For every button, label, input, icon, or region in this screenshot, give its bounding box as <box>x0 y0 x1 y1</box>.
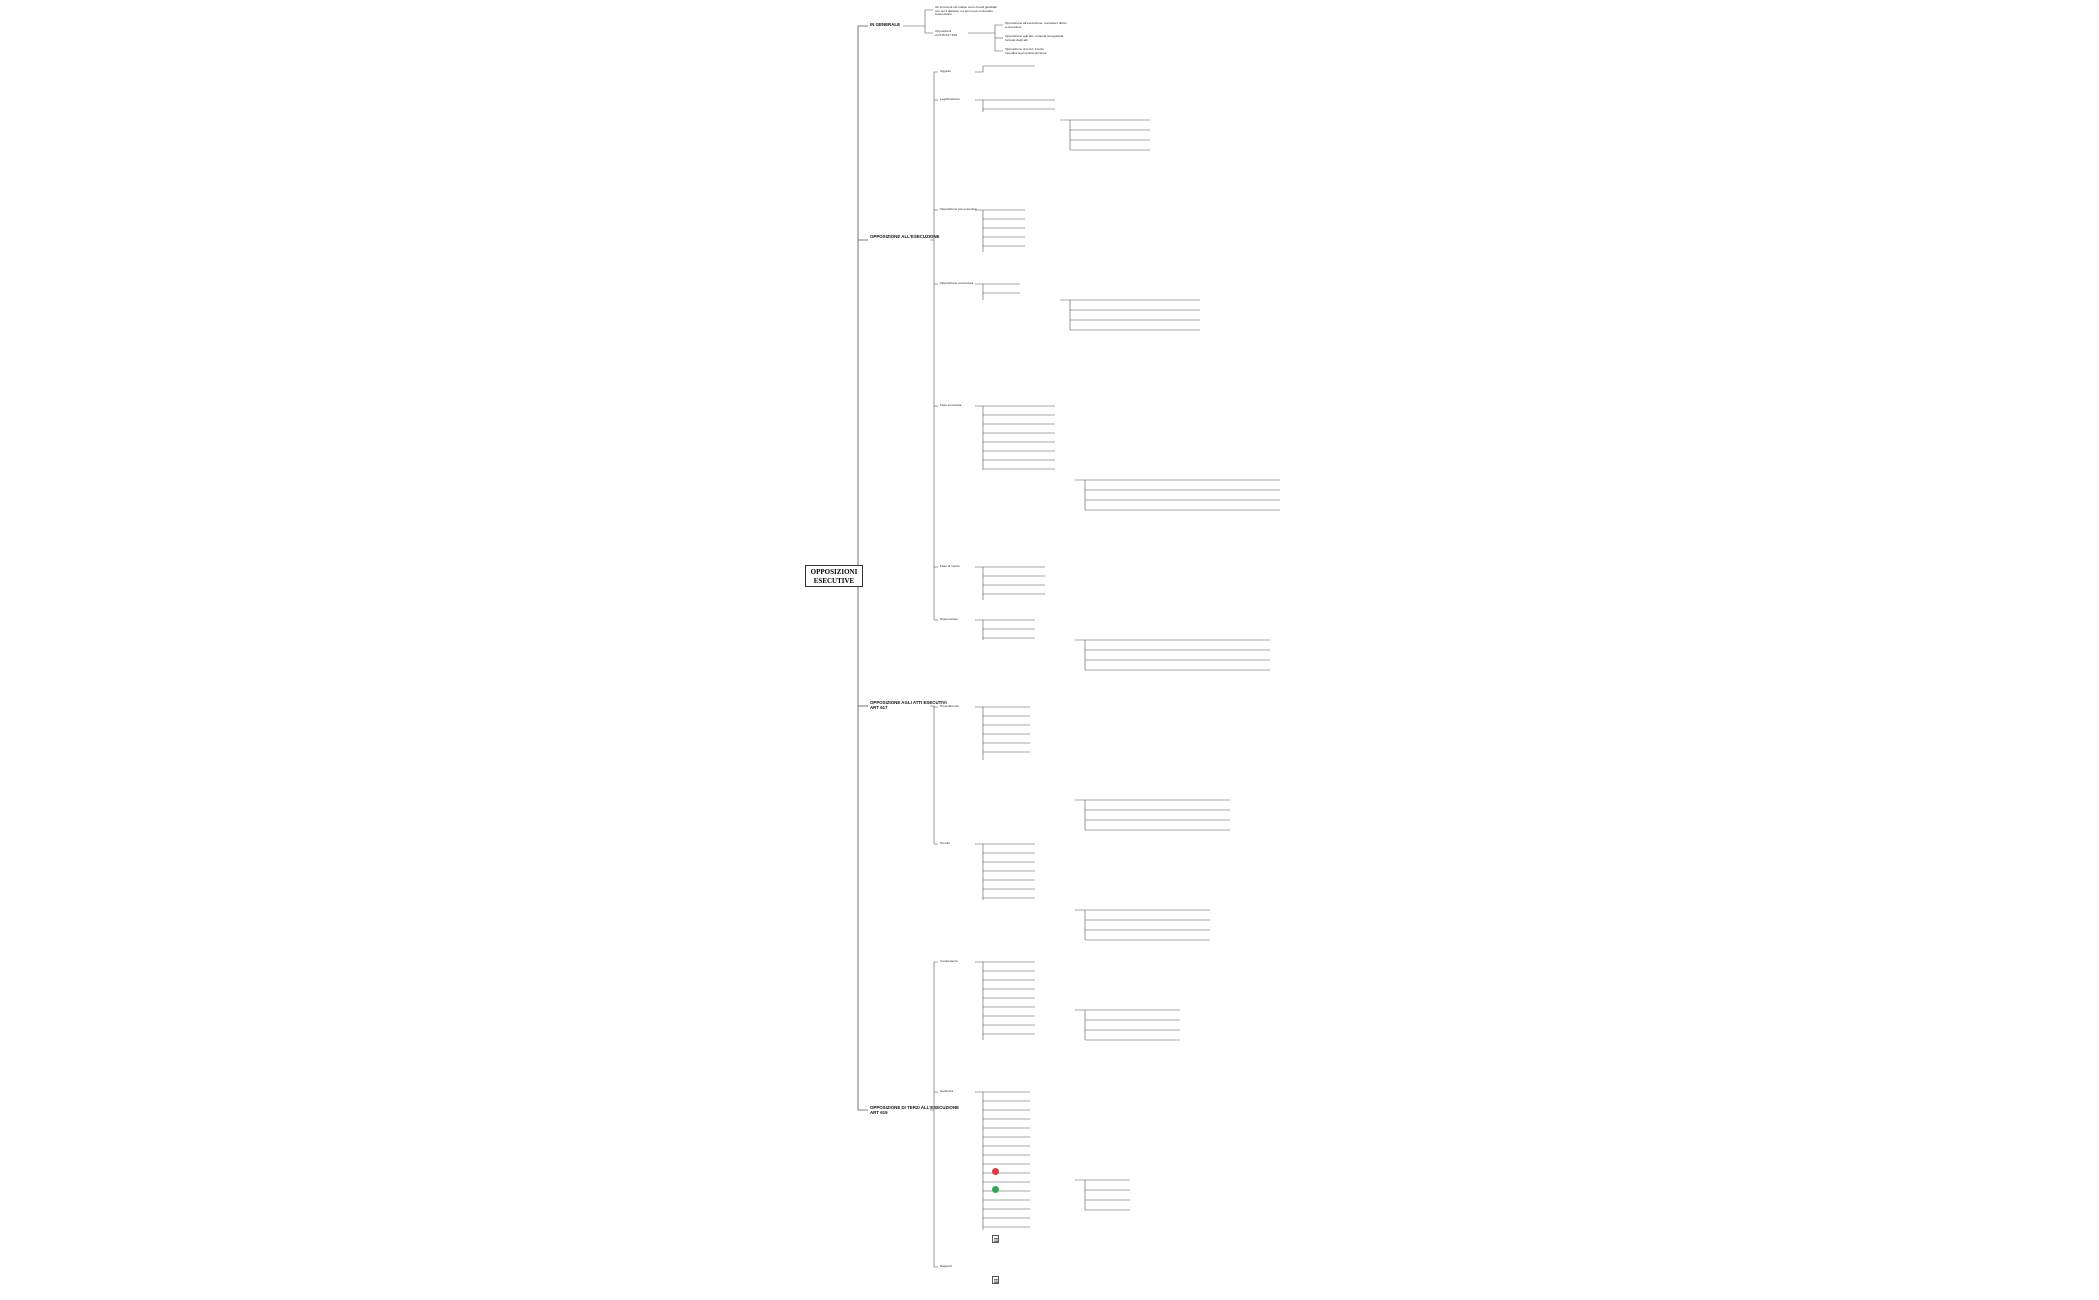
connector-line <box>925 26 933 33</box>
node-n12[interactable]: Sospensione <box>940 617 958 621</box>
connector-line <box>975 284 983 300</box>
node-n11[interactable]: Fase di merito <box>940 564 960 568</box>
node-n17[interactable]: Rapporti <box>940 1264 952 1268</box>
connector-line <box>975 844 983 900</box>
node-n1[interactable]: Gli strumenti nel codice sono rimedi giudiziali con cui il debitore o il terzo può contestare l'esecuzione <box>935 5 997 17</box>
connector-line <box>975 210 983 252</box>
connector-line <box>975 707 983 760</box>
connector-line <box>975 620 983 640</box>
connector-line <box>975 567 983 600</box>
connector-line <box>995 33 1003 51</box>
red-circle-icon <box>992 1168 999 1175</box>
connector-line <box>903 10 933 26</box>
node-n13[interactable]: Procedimento <box>940 704 960 708</box>
node-n4[interactable]: Opposizione agli atti: contesta la regolarità formale degli atti <box>1005 34 1064 42</box>
connector-line <box>968 25 1003 33</box>
node-n6[interactable]: Oggetto <box>940 69 952 73</box>
green-circle-icon <box>992 1186 999 1193</box>
node-n3[interactable]: Opposizione all'esecuzione: contesta il diritto a procedere <box>1005 21 1067 29</box>
node-n8[interactable]: Opposizione pre-esecutiva <box>940 207 977 211</box>
node-n16[interactable]: Sentenza <box>940 1089 954 1093</box>
root-title: OPPOSIZIONI ESECUTIVE <box>810 568 858 585</box>
node-n15[interactable]: Competenza <box>940 959 958 963</box>
node-n2[interactable]: Opposizioni art 615-617-619 <box>935 29 958 37</box>
node-n9[interactable]: Opposizione successiva <box>940 281 974 285</box>
connector-line <box>975 406 983 470</box>
branch-opposizione-terzi[interactable]: OPPOSIZIONE DI TERZI ALL'ESECUZIONE ART 619 <box>870 1105 959 1115</box>
connector-line <box>1075 1010 1085 1040</box>
document-icon <box>992 1235 999 1243</box>
node-n10[interactable]: Fase sommaria <box>940 403 962 407</box>
connector-line <box>1060 300 1070 330</box>
branch-opposizione-atti[interactable]: OPPOSIZIONE AGLI ATTI ESECUTIVI ART 617 <box>870 700 947 710</box>
connector-line <box>1075 480 1085 510</box>
connector-line <box>1060 120 1070 150</box>
connector-line <box>930 962 938 1110</box>
connector-line <box>1075 800 1085 830</box>
connector-line <box>858 576 868 1110</box>
branch-in-generale[interactable]: IN GENERALE <box>870 22 901 27</box>
connector-line <box>934 1110 938 1267</box>
node-n7[interactable]: Legittimazione <box>940 97 960 101</box>
connector-line <box>930 72 938 240</box>
connector-line <box>858 26 868 576</box>
connector-line <box>975 100 983 112</box>
connector-line <box>1075 1180 1085 1210</box>
connector-line <box>975 66 983 72</box>
connector-line <box>975 962 983 1040</box>
branch-opposizione-esecuzione[interactable]: OPPOSIZIONE ALL'ESECUZIONE <box>870 234 940 239</box>
connector-line <box>1075 640 1085 670</box>
connector-line <box>975 1092 983 1230</box>
node-n5[interactable]: Opposizione di terzo: il terzo rivendica la proprietà del bene <box>1005 47 1047 55</box>
document-icon <box>992 1276 999 1284</box>
root-node[interactable] <box>805 565 863 587</box>
connector-line <box>934 706 938 844</box>
node-n14[interactable]: Termini <box>940 841 950 845</box>
connector-line <box>1075 910 1085 940</box>
